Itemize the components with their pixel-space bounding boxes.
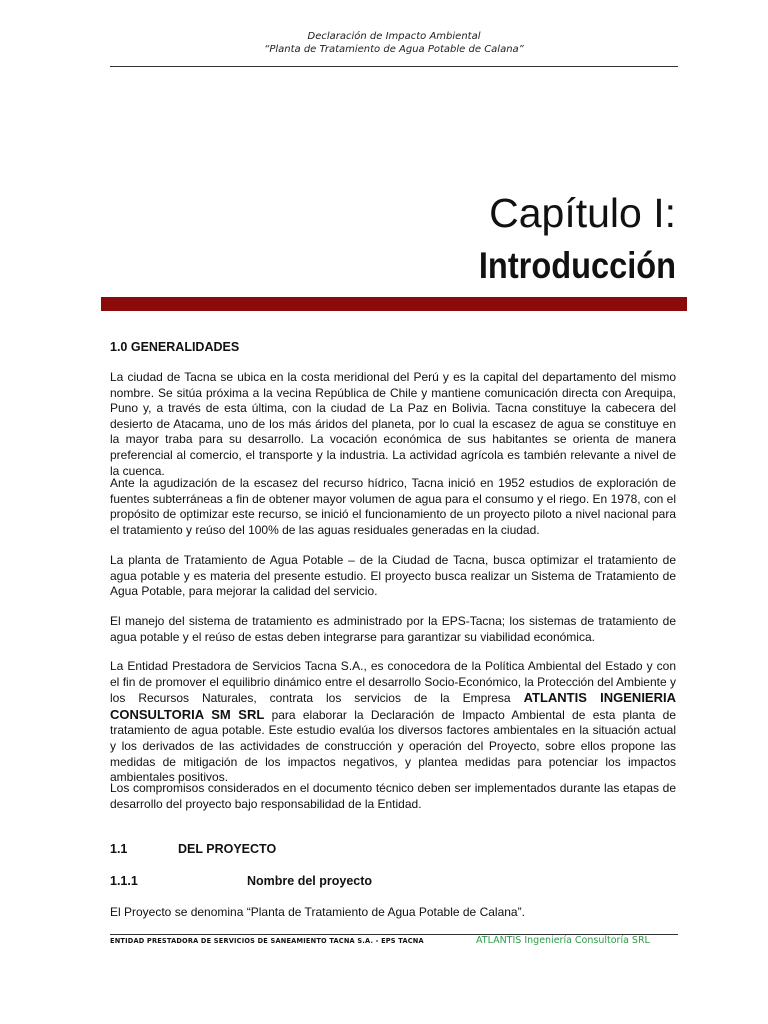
header-divider (110, 66, 678, 67)
paragraph-4: El manejo del sistema de tratamiento es administrado por la EPS-Tacna; los sistemas de tratamiento de agua potable y el reúso de estas deben integrarse para garantizar su viabilidad económica. (110, 614, 676, 644)
header-line-2: “Planta de Tratamiento de Agua Potable de Calana” (264, 44, 524, 55)
paragraph-5 (110, 659, 676, 786)
company-name: ATLANTIS INGENIERIA CONSULTORIA SM SRL (110, 690, 676, 722)
chapter-title: Introducción (478, 245, 676, 286)
paragraph-1: La ciudad de Tacna se ubica en la costa meridional del Perú y es la capital del departamento del mismo nombre. Se sitúa próxima a la vecina República de Chile y mantiene comunicación directa con Arequipa, Puno y, a través de esta última, con la ciudad de La Paz en Bolivia. Tacna constituye la cabecera del desierto de Atacama, uno de los más áridos del planeta, por lo cual la escasez de agua se constituye en la mayor traba para su desarrollo. La vocación económica de sus habitantes se orienta de manera preferencial al comercio, el transporte y la industria. La actividad agrícola es también relevante a nivel de la cuenca. (110, 370, 676, 478)
section-heading-generalidades: 1.0 GENERALIDADES (110, 340, 240, 354)
footer-entity: ENTIDAD PRESTADORA DE SERVICIOS DE SANEAMIENTO TACNA S.A. - EPS TACNA (110, 937, 424, 945)
paragraph-3: La planta de Tratamiento de Agua Potable – de la Ciudad de Tacna, busca optimizar el tratamiento de agua potable y es materia del presente estudio. El proyecto busca realizar un Sistema de Tratamiento de Agua Potable, para mejorar la calidad del servicio. (110, 553, 676, 599)
chapter-label: Capítulo I: (489, 190, 676, 236)
footer-company: ATLANTIS Ingeniería Consultoría SRL (476, 935, 650, 946)
paragraph-5-text-b: para elaborar la Declaración de Impacto Ambiental de esta planta de tratamiento de agua potable. Este estudio evalúa los diversos factores ambientales en la situación actual y los derivados de las actividades de construcción y operación del Proyecto, sobre ellos propone las medidas de mitigación de los impactos negativos, y plantea medidas para potenciar los impactos ambientales positivos. (110, 707, 676, 785)
paragraph-7: El Proyecto se denomina “Planta de Tratamiento de Agua Potable de Calana”. (110, 905, 525, 919)
section-1-1-1-title: Nombre del proyecto (247, 874, 373, 888)
chapter-divider-bar (101, 297, 687, 311)
paragraph-2: Ante la agudización de la escasez del recurso hídrico, Tacna inició en 1952 estudios de exploración de fuentes subterráneas a fin de obtener mayor volumen de agua para el consumo y el riego. En 1978, con el propósito de optimizar este recurso, se inició el funcionamiento de un proyecto piloto a nivel nacional para el tratamiento y reúso del 100% de las aguas residuales generadas en la ciudad. (110, 476, 676, 537)
paragraph-6: Los compromisos considerados en el documento técnico deben ser implementados durante las etapas de desarrollo del proyecto bajo responsabilidad de la Entidad. (110, 781, 676, 811)
section-1-1-1-number: 1.1.1 (110, 874, 138, 888)
paragraph-5-text-a: La Entidad Prestadora de Servicios Tacna S.A., es conocedora de la Política Ambiental del Estado y con el fin de promover el equilibrio dinámico entre el desarrollo Socio-Económico, la Protección del Ambiente y los Recursos Naturales, contrata los servicios de la Empresa (110, 659, 676, 706)
header-line-1: Declaración de Impacto Ambiental (307, 31, 481, 42)
section-1-1-number: 1.1 (110, 842, 128, 856)
section-1-1-title: DEL PROYECTO (178, 842, 277, 856)
